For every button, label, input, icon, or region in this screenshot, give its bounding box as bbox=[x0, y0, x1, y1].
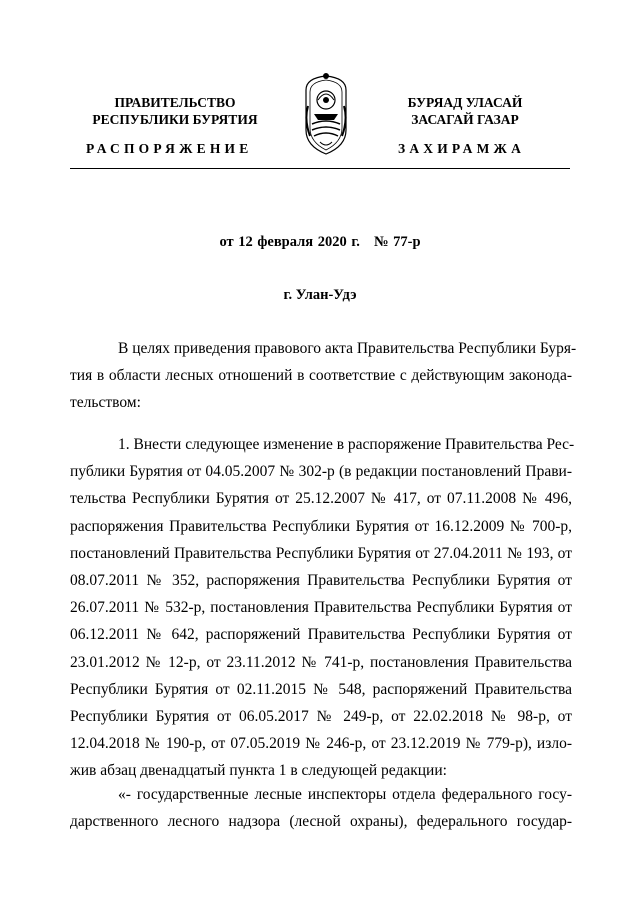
text-line: тельства Республики Бурятия от 25.12.2007 № 417, от 07.11.2008 № 496, bbox=[70, 490, 572, 508]
text-line: 26.07.2011 № 532-р, постановления Правительства Республики Бурятия от bbox=[70, 599, 572, 617]
text-line: 06.12.2011 № 642, распоряжений Правительства Республики Бурятия от bbox=[70, 626, 572, 644]
paragraph-item-1 bbox=[70, 431, 575, 785]
text-line: жив абзац двенадцатый пункта 1 в следующей редакции: bbox=[70, 762, 447, 780]
header-left-line1: ПРАВИТЕЛЬСТВО bbox=[114, 95, 236, 110]
text-line: В целях приведения правового акта Правительства Республики Буря- bbox=[118, 340, 577, 357]
government-name-russian bbox=[70, 94, 280, 128]
header-right-line1: БУРЯАД УЛАСАЙ bbox=[407, 95, 523, 110]
text-line: 12.04.2018 № 190-р, от 07.05.2019 № 246-р, от 23.12.2019 № 779-р), изло- bbox=[70, 735, 572, 753]
document-type-russian: РАСПОРЯЖЕНИЕ bbox=[86, 141, 253, 156]
paragraph-preamble bbox=[70, 335, 577, 417]
text-line: дарственного лесного надзора (лесной охраны), федерального государ- bbox=[70, 813, 572, 831]
text-line: 23.01.2012 № 12-р, от 23.11.2012 № 741-р, постановления Правительства bbox=[70, 653, 572, 671]
document-date: от 12 февраля 2020 г. bbox=[219, 234, 360, 250]
document-date-line bbox=[0, 234, 640, 251]
header-divider bbox=[70, 168, 570, 169]
text-line: «- государственные лесные инспекторы отдела федерального госу- bbox=[118, 786, 572, 803]
text-line: Республики Бурятия от 06.05.2017 № 249-р, от 22.02.2018 № 98-р, от bbox=[70, 708, 572, 726]
header-right-line2: ЗАСАГАЙ ГАЗАР bbox=[411, 112, 519, 127]
text-line: распоряжения Правительства Республики Бурятия от 16.12.2009 № 700-р, bbox=[70, 517, 572, 535]
text-line: тельством: bbox=[70, 394, 141, 412]
text-line: 08.07.2011 № 352, распоряжения Правительства Республики Бурятия от bbox=[70, 572, 572, 590]
text-line: постановлений Правительства Республики Бурятия от 27.04.2011 № 193, от bbox=[70, 544, 572, 562]
document-number: № 77-р bbox=[373, 234, 421, 250]
paragraph-quoted-amendment bbox=[70, 781, 572, 835]
text-line: Республики Бурятия от 02.11.2015 № 548, распоряжений Правительства bbox=[70, 680, 572, 698]
document-city: г. Улан-Удэ bbox=[283, 287, 357, 303]
document-type-buryat: ЗАХИРАМЖА bbox=[398, 141, 526, 156]
text-line: 1. Внести следующее изменение в распоряжение Правительства Рес- bbox=[118, 436, 575, 453]
text-line: тия в области лесных отношений в соответствие с действующим законода- bbox=[70, 367, 572, 385]
government-name-buryat bbox=[360, 94, 570, 128]
coat-of-arms-icon bbox=[298, 70, 354, 156]
header-left-line2: РЕСПУБЛИКИ БУРЯТИЯ bbox=[92, 112, 258, 127]
text-line: публики Бурятия от 04.05.2007 № 302-р (в редакции постановлений Прави- bbox=[70, 463, 572, 481]
